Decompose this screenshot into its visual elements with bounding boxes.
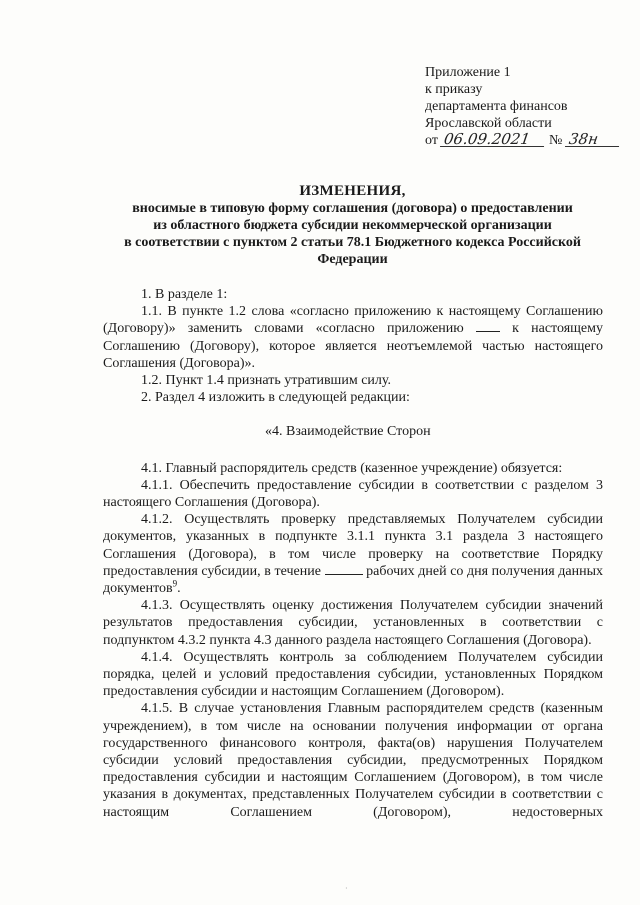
- appendix-line-1: Приложение 1: [425, 65, 511, 80]
- from-label: от: [425, 133, 438, 148]
- section-heading: «4. Взаимодействие Сторон: [265, 424, 431, 440]
- handwritten-date: 06.09.2021: [440, 132, 546, 147]
- paragraph-1-1-text-b: к настоящему Соглашению (Договору), которое является неотъемлемой частью настоящего Соглашения (Договора)».: [103, 321, 604, 371]
- blank-field: [476, 320, 500, 332]
- title-line-4: в соответствии с пунктом 2 статьи 78.1 Бюджетного кодекса Российской: [124, 235, 581, 250]
- appendix-date-line: [425, 132, 625, 149]
- document-body: [103, 286, 603, 821]
- title-line-5: Федерации: [317, 252, 388, 267]
- number-label: №: [548, 133, 563, 148]
- title-line-3: из областного бюджета субсидии некоммерческой организации: [153, 218, 552, 233]
- scan-speck: ·: [345, 884, 348, 893]
- footnote-mark: 9: [172, 578, 178, 589]
- paragraph-4-1-2-text-b: рабочих дней со дня получения данных документов: [103, 563, 603, 597]
- paragraph-4-1: 4.1. Главный распорядитель средств (казенное учреждение) обязуется:: [141, 460, 563, 476]
- blank-days-field: [325, 563, 363, 575]
- paragraph-1-1: [103, 303, 603, 372]
- title-line-2: вносимые в типовую форму соглашения (договора) о предоставлении: [132, 201, 573, 216]
- paragraph-4-1-1: 4.1.1. Обеспечить предоставление субсидии в соответствии с разделом 3 настоящего Соглашения (Договора).: [103, 477, 603, 511]
- paragraph-1-2: 1.2. Пункт 1.4 признать утратившим силу.: [141, 373, 391, 389]
- paragraph-4-1-3: 4.1.3. Осуществлять оценку достижения Получателем субсидии значений результатов предоставления субсидии, установленных в соответствии с подпунктом 4.3.2 пункта 4.3 данного раздела настоящего Соглашения (Договора).: [103, 598, 603, 648]
- document-title: [100, 183, 605, 268]
- paragraph-4-1-2-text-a: 4.1.2. Осуществлять проверку представляемых Получателем субсидии документов, указанных в подпункте 3.1.1 пункта 3.1 раздела 3 настоящего Соглашения (Договора), в том числе проверку на соответствие Порядку предоставления субсидии, в течение: [103, 512, 603, 579]
- paragraph-1: 1. В разделе 1:: [141, 287, 228, 302]
- appendix-line-3: департамента финансов: [425, 99, 568, 114]
- paragraph-1-1-text-a: 1.1. В пункте 1.2 слова «согласно приложению к настоящему Соглашению (Договору)» заменить словами «согласно приложению: [103, 304, 603, 337]
- appendix-header: [425, 64, 625, 149]
- paragraph-2: 2. Раздел 4 изложить в следующей редакции:: [141, 390, 410, 406]
- paragraph-4-1-2: [103, 511, 603, 597]
- handwritten-number: 38н: [565, 132, 621, 147]
- appendix-line-4: Ярославской области: [425, 116, 552, 131]
- paragraph-4-1-2-text-c: .: [177, 581, 181, 597]
- paragraph-4-1-5: 4.1.5. В случае установления Главным распорядителем средств (казенным учреждением), в том числе на основании получения информации от органа государственного финансового контроля, факта(ов) нарушения Получателем субсидии условий предоставления субсидии, предусмотренных Порядком предоставления субсидии и настоящим Соглашением (Договором), в том числе указания в документах, представленных Получателем субсидии в соответствии с настоящим Соглашением (Договором), недостоверных: [103, 701, 603, 820]
- appendix-line-2: к приказу: [425, 82, 483, 97]
- paragraph-4-1-4: 4.1.4. Осуществлять контроль за соблюдением Получателем субсидии порядка, целей и условий предоставления субсидии, установленных Порядком предоставления субсидии и настоящим Соглашением (Договором).: [103, 649, 603, 700]
- title-main: ИЗМЕНЕНИЯ,: [299, 183, 406, 199]
